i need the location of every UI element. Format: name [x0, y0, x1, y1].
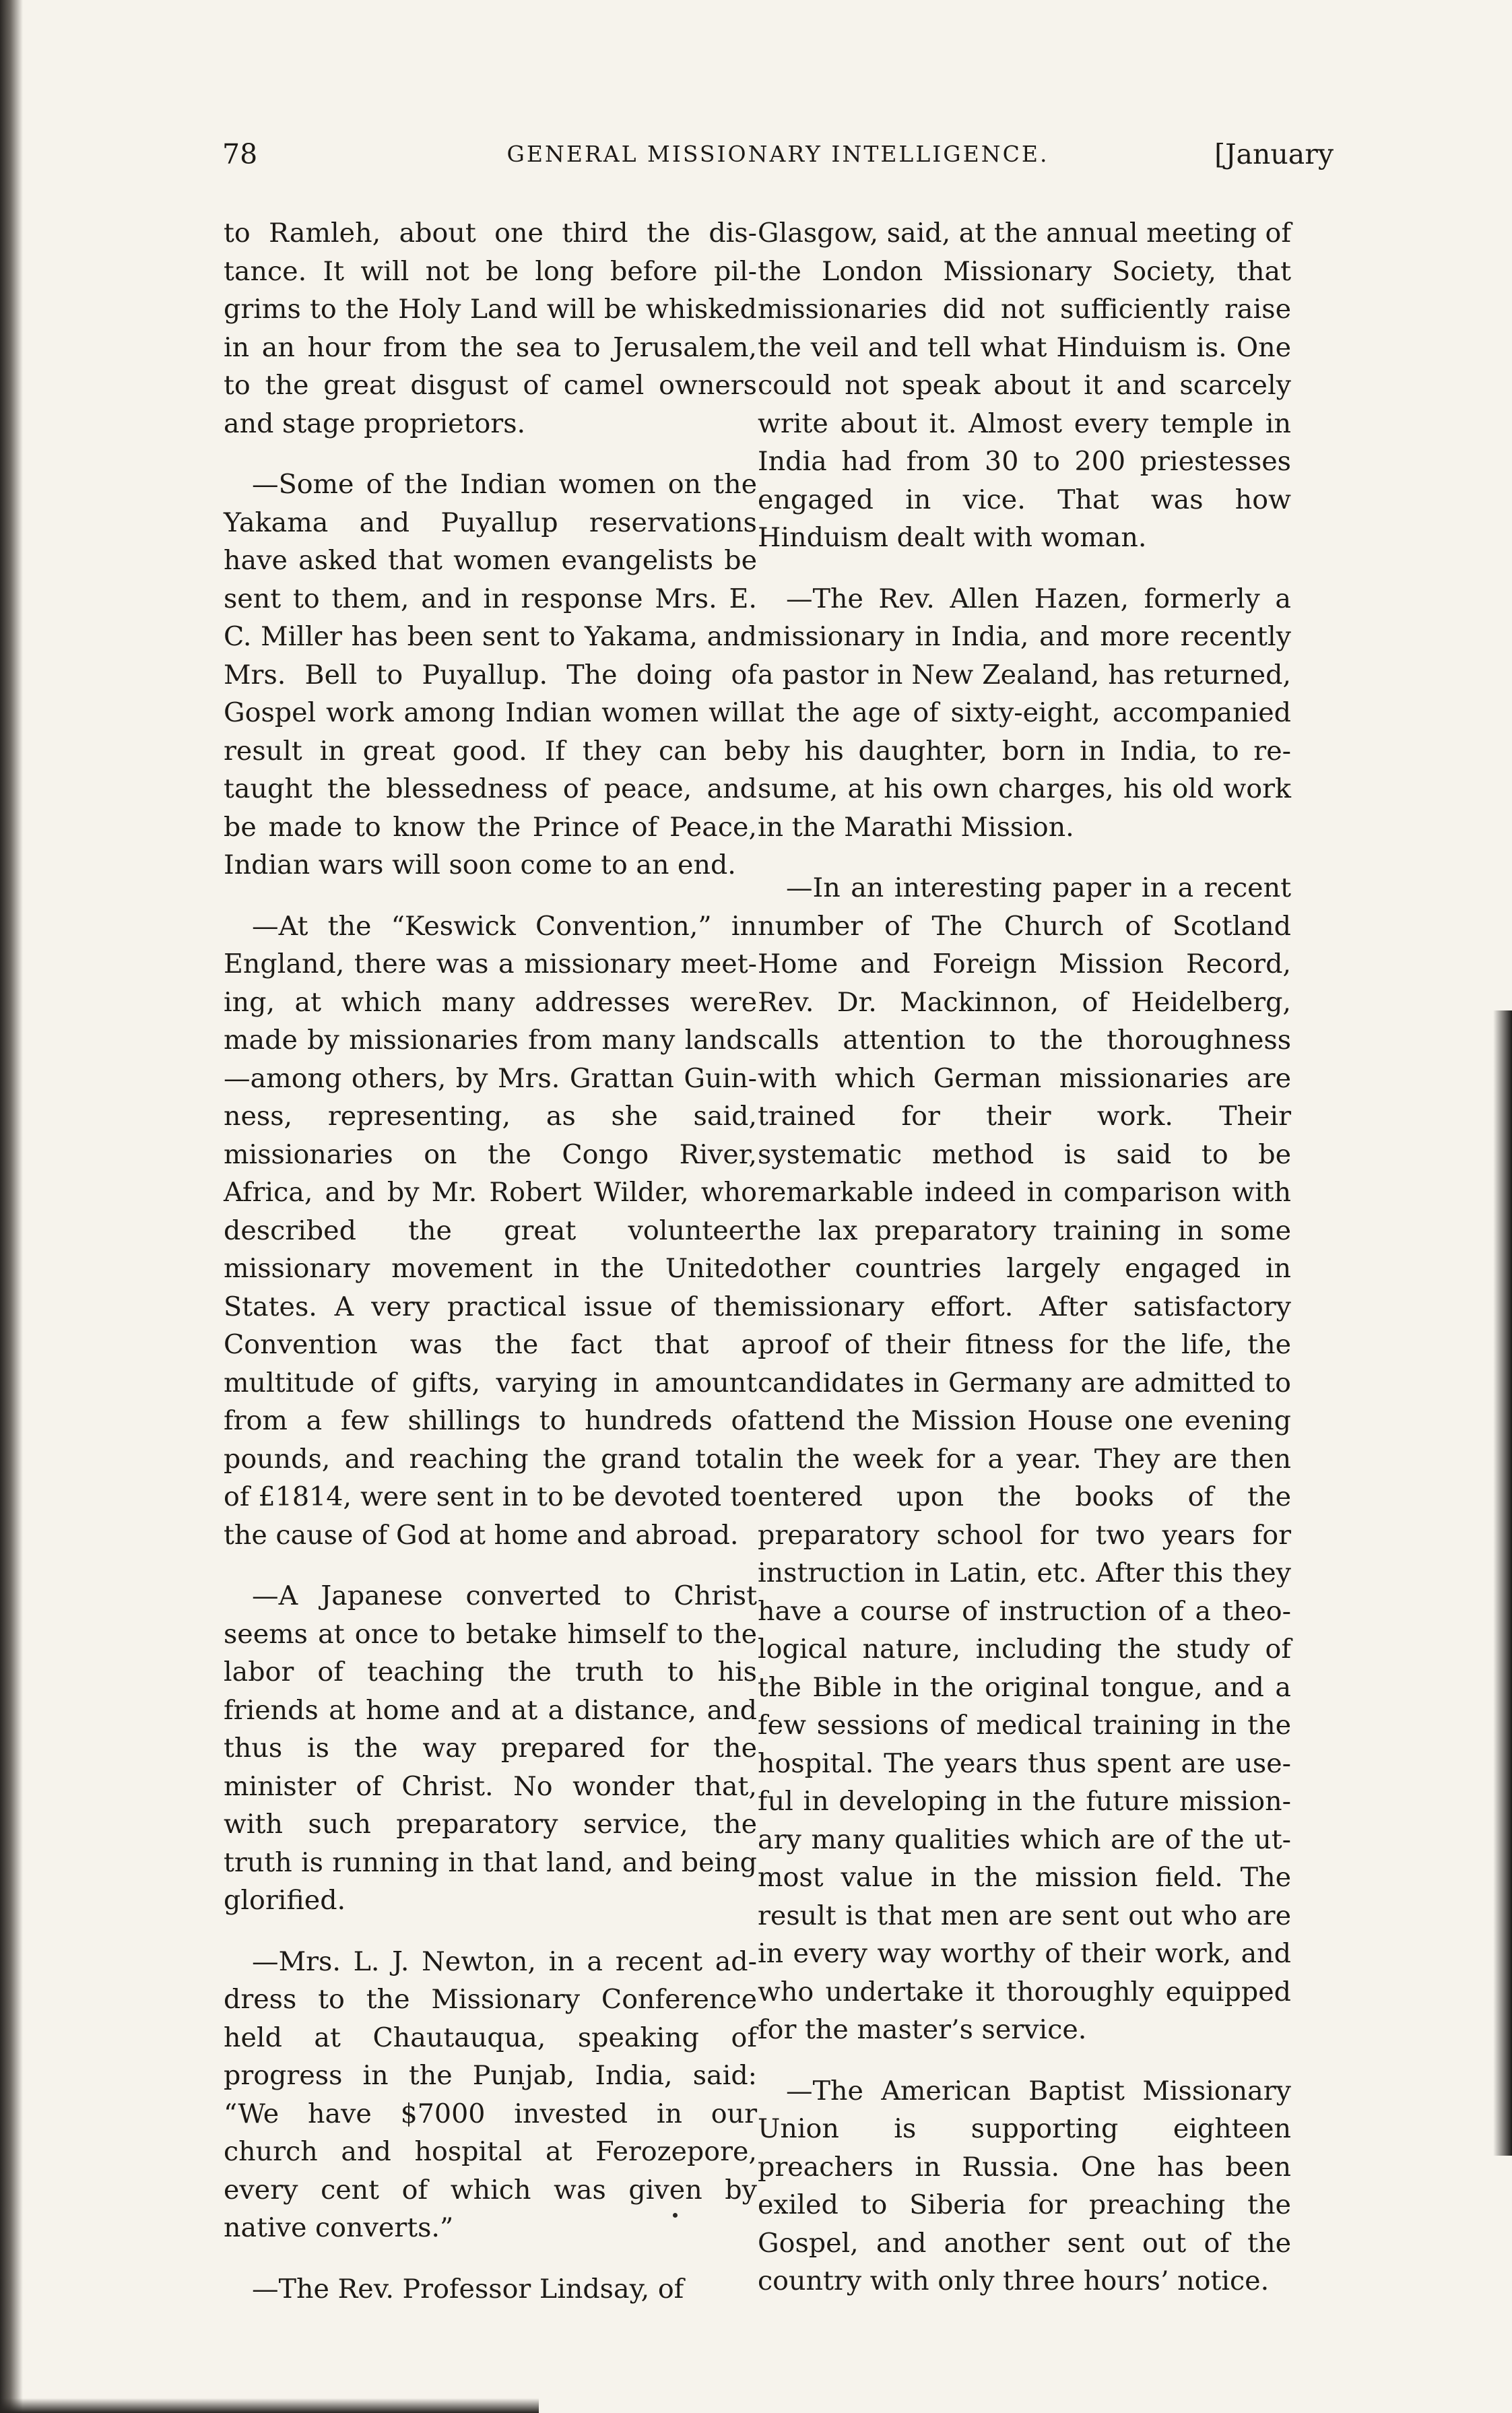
paragraph-lindsay-continued: Glasgow, said, at the annual meeting of the London Missionary Society, that missionaries did not sufficiently raise the veil and tell what Hinduism is. One could not speak about it and scarcely write about it. Almost every temple in India had from 30 to 200 priestesses engaged in vice. That was how Hinduism dealt with woman.	[758, 218, 1291, 553]
paragraph-japanese-convert: —A Japanese converted to Christ seems at once to betake himself to the labor of teaching the truth to his friends at home and at a distance, and thus is the way prepared for the minister of Christ. No wonder that, with such preparatory service, the truth is running in that land, and being glorified.	[224, 1580, 757, 1916]
page-header	[222, 138, 1334, 185]
left-column	[224, 214, 757, 2331]
issue-month: [January	[1214, 138, 1334, 170]
running-head: GENERAL MISSIONARY INTELLIGENCE.	[506, 141, 1049, 167]
paragraph-indian-women: —Some of the Indian women on the Yakama and Puyallup reservations have asked that women evangelists be sent to them, and in response Mrs. E. C. Miller has been sent to Yakama, and Mrs. Bell to Puyallup. The doing of Gospel work among Indian women will result in great good. If they can be taught the blessedness of peace, and be made to know the Prince of Peace, Indian wars will soon come to an end.	[224, 469, 757, 880]
paragraph-ramleh-continued: to Ramleh, about one third the distance. It will not be long before pilgrims to the Holy Land will be whisked in an hour from the sea to Jerusalem, to the great disgust of camel owners and stage proprietors.	[224, 218, 757, 439]
paragraph-allen-hazen: —The Rev. Allen Hazen, formerly a missionary in India, and more recently a pastor in New Zealand, has returned, at the age of sixty-eight, accompanied by his daughter, born in India, to resume, at his own charges, his old work in the Marathi Mission.	[758, 583, 1291, 843]
scan-left-edge	[0, 0, 23, 2413]
scan-bottom-edge	[0, 2398, 539, 2413]
paragraph-mrs-newton: —Mrs. L. J. Newton, in a recent address to the Missionary Conference held at Chautauqua, speaking of progress in the Punjab, India, said: “We have $7000 invested in our church and hospital at Ferozepore, every cent of which was given by native converts.”	[224, 1945, 757, 2243]
paragraph-rev-lindsay-start: —The Rev. Professor Lindsay, of	[252, 2273, 684, 2305]
page-number: 78	[222, 138, 258, 170]
paragraph-keswick-convention: —At the “Keswick Convention,” in England, there was a missionary meeting, at which many addresses were made by missionaries from many lands —among others, by Mrs. Grattan Guinness, representing, as she said, missionaries on the Congo River, Africa, and by Mr. Robert Wilder, who described the great volunteer missionary movement in the United States. A very practical issue of the Convention was the fact that a multitude of gifts, varying in amount from a few shillings to hundreds of pounds, and reaching the grand total of £1814, were sent in to be devoted to the cause of God at home and abroad.	[224, 910, 757, 1551]
scan-right-edge	[1493, 1010, 1512, 2156]
paragraph-baptist-union: —The American Baptist Missionary Union is supporting eighteen preachers in Russia. One has been exiled to Siberia for preaching the Gospel, and another sent out of the country with only three hours’ notice.	[758, 2075, 1291, 2296]
paragraph-german-missionaries: —In an interesting paper in a recent number of The Church of Scotland Home and Foreign Mission Record, Rev. Dr. Mackinnon, of Heidelberg, calls attention to the thoroughness with which German missionaries are trained for their work. Their systematic method is said to be remarkable indeed in comparison with the lax preparatory training in some other countries largely engaged in missionary effort. After satisfactory proof of their fitness for the life, the candidates in Germany are admitted to attend the Mission House one evening in the week for a year. They are then entered upon the books of the preparatory school for two years for instruction in Latin, etc. After this they have a course of instruction of a theological nature, including the study of the Bible in the original tongue, and a few sessions of medical training in the hospital. The years thus spent are useful in developing in the future missionary many qualities which are of the utmost value in the mission field. The result is that men are sent out who are in every way worthy of their work, and who undertake it thoroughly equipped for the master’s service.	[758, 872, 1291, 2045]
right-column	[758, 214, 1291, 2323]
stray-ink-dot	[673, 2213, 678, 2218]
